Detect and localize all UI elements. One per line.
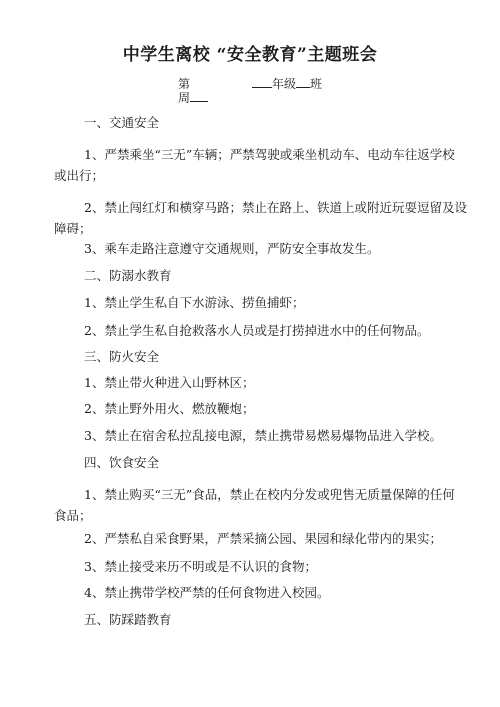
traffic-item-3: 3、乘车走路注意遵守交通规则，严防安全事故发生。 bbox=[84, 241, 380, 256]
fire-item-1: 1、禁止带火种进入山野林区； bbox=[84, 375, 255, 390]
document-title: 中学生离校 “安全教育”主题班会 bbox=[122, 45, 378, 65]
fire-item-3: 3、禁止在宿舍私拉乱接电源，禁止携带易燃易爆物品进入学校。 bbox=[84, 428, 442, 443]
food-item-2: 2、严禁私自采食野果，严禁采摘公园、果园和绿化带内的果实； bbox=[84, 531, 442, 546]
section-heading-fire: 三、防火安全 bbox=[84, 349, 160, 364]
traffic-item-1: 1、严禁乘坐“三无”车辆；严禁驾驶或乘坐机动车、电动车往返学校 或出行； bbox=[54, 147, 455, 183]
class-blank bbox=[296, 77, 310, 88]
food-item-3: 3、禁止接受来历不明或是不认识的食物； bbox=[84, 559, 317, 574]
week-blank bbox=[190, 91, 208, 102]
grade-label: 年级 bbox=[272, 77, 297, 91]
section-heading-traffic: 一、交通安全 bbox=[84, 115, 160, 130]
week-suffix: 周 bbox=[178, 91, 191, 105]
grade-blank bbox=[252, 77, 272, 88]
food-item-4: 4、禁止携带学校严禁的任何食物进入校园。 bbox=[84, 585, 330, 600]
week-label: 第 bbox=[178, 77, 191, 91]
section-heading-food: 四、饮食安全 bbox=[84, 455, 160, 470]
fire-item-2: 2、禁止野外用火、燃放鞭炮； bbox=[84, 401, 255, 416]
class-meta-line bbox=[178, 77, 322, 105]
class-label: 班 bbox=[310, 77, 323, 91]
food-item-1: 1、禁止购买“三无”食品，禁止在校内分发或兜售无质量保障的任何 食品； bbox=[54, 487, 455, 523]
section-heading-drowning: 二、防溺水教育 bbox=[84, 268, 172, 283]
section-heading-stampede: 五、防踩踏教育 bbox=[84, 612, 172, 627]
drowning-item-1: 1、禁止学生私自下水游泳、捞鱼捕虾； bbox=[84, 295, 305, 310]
drowning-item-2: 2、禁止学生私自抢救落水人员或是打捞掉进水中的任何物品。 bbox=[84, 323, 430, 338]
traffic-item-2: 2、禁止闯红灯和横穿马路；禁止在路上、铁道上或附近玩耍逗留及设 障碍； bbox=[54, 200, 467, 236]
